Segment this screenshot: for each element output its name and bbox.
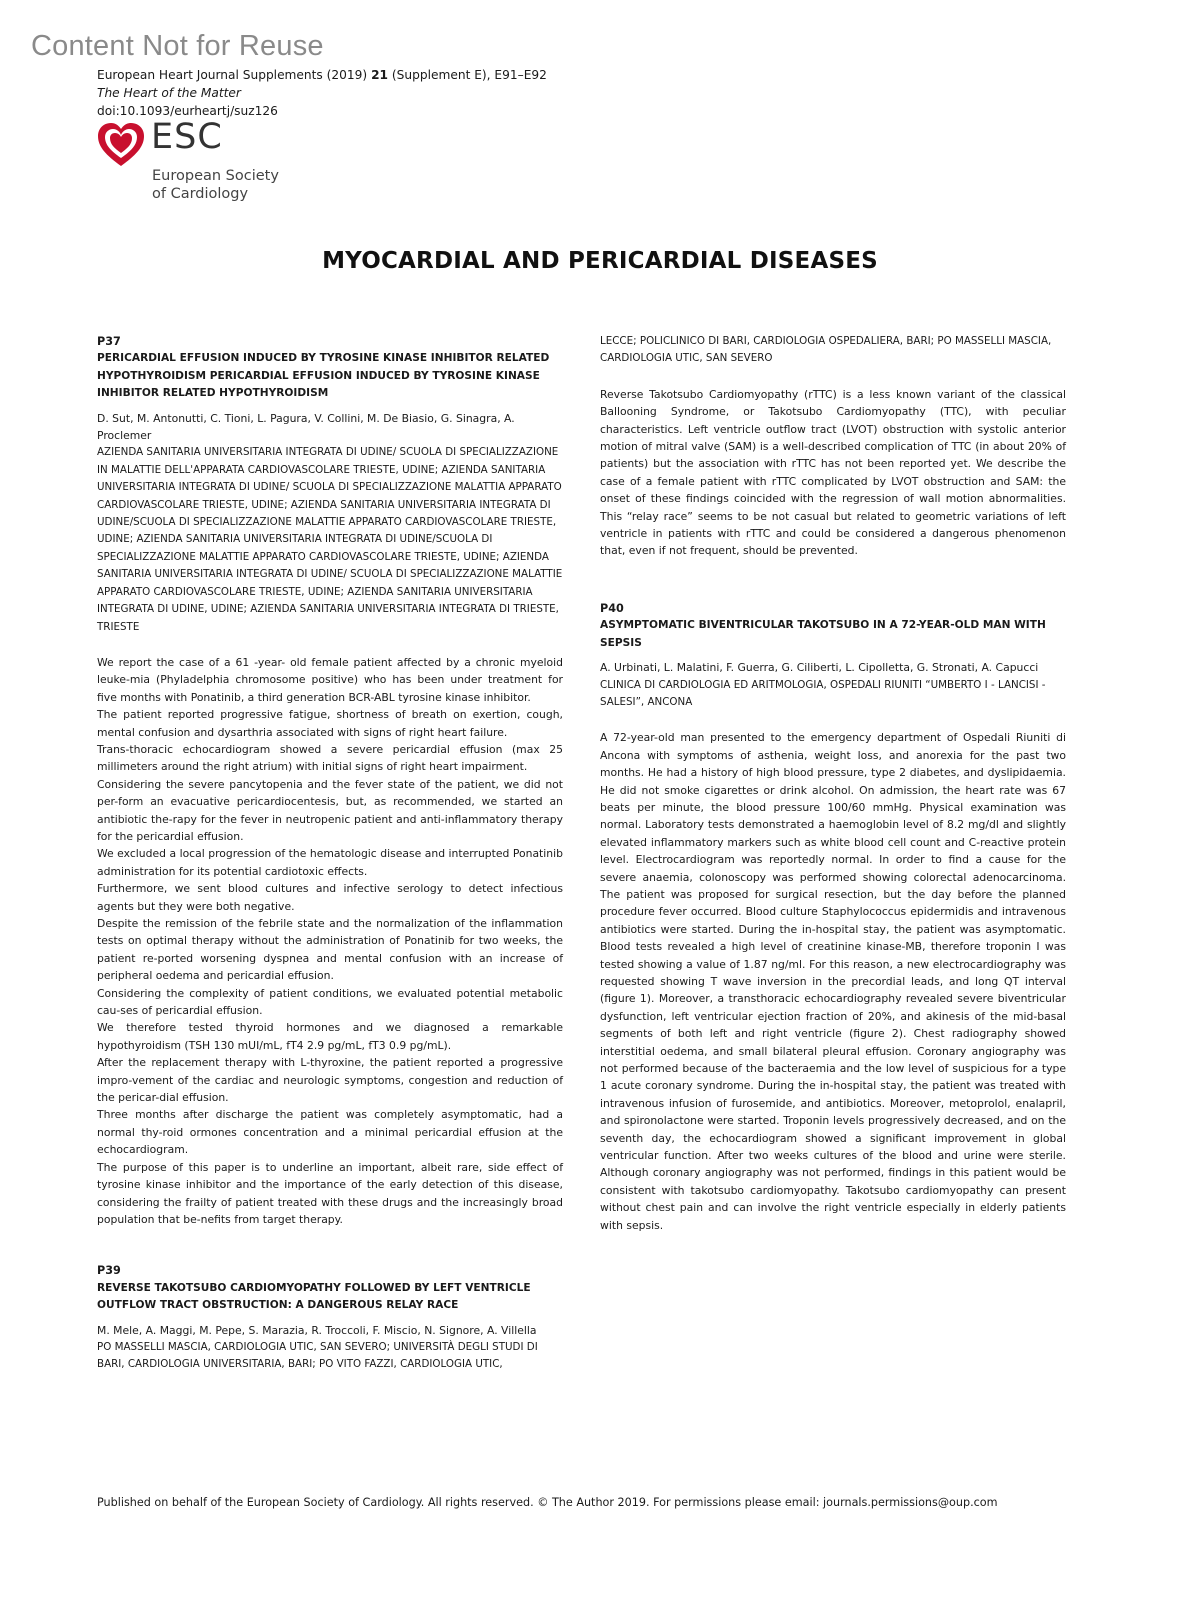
abstract-p40 [600,600,1066,1234]
section-title: MYOCARDIAL AND PERICARDIAL DISEASES [322,248,878,274]
abstract-affiliation-continued: LECCE; POLICLINICO DI BARI, CARDIOLOGIA OSPEDALIERA, BARI; PO MASSELLI MASCIA, CARDIOLOGIA UTIC, SAN SEVERO [600,335,1052,365]
journal-citation: European Heart Journal Supplements (2019) 21 (Supplement E), E91–E92 [97,68,547,82]
logo-wordmark: ESC [151,117,223,157]
abstract-authors: D. Sut, M. Antonutti, C. Tioni, L. Pagura, V. Collini, M. De Biasio, G. Sinagra, A. Proclemer [97,411,515,443]
paragraph: The patient reported progressive fatigue, shortness of breath on exertion, cough, mental confusion and dysarthria associated with signs of right heart failure. [97,708,563,739]
logo-subtitle: European Society of Cardiology [152,168,279,202]
abstract-affiliation: CLINICA DI CARDIOLOGIA ED ARITMOLOGIA, OSPEDALI RIUNITI “UMBERTO I - LANCISI - SALESI”, ANCONA [600,678,1046,708]
paragraph: After the replacement therapy with L-thyroxine, the patient reported a progressive impro-vement of the cardiac and neurologic symptoms, congestion and reduction of the pericar-dial effusion. [97,1056,563,1105]
esc-logo [96,117,336,206]
abstract-body [97,654,563,1228]
abstract-authors: A. Urbinati, L. Malatini, F. Guerra, G. Ciliberti, L. Cipolletta, G. Stronati, A. Capucci [600,661,1039,675]
abstract-title: PERICARDIAL EFFUSION INDUCED BY TYROSINE KINASE INHIBITOR RELATED HYPOTHYROIDISM PERICARDIAL EFFUSION INDUCED BY TYROSINE KINASE INHIBITOR RELATED HYPOTHYROIDISM [97,352,550,400]
abstract-p39 [97,1262,563,1373]
paragraph: Furthermore, we sent blood cultures and infective serology to detect infectious agents but they were both negative. [97,882,563,913]
paragraph: We excluded a local progression of the hematologic disease and interrupted Ponatinib administration for its potential cardiotoxic effects. [97,847,563,878]
journal-info [97,66,547,120]
abstract-id: P37 [97,335,121,348]
column-left [97,333,563,1374]
watermark: Content Not for Reuse [31,30,324,62]
abstract-authors: M. Mele, A. Maggi, M. Pepe, S. Marazia, R. Troccoli, F. Miscio, N. Signore, A. Villella [97,1323,537,1337]
heart-logo-icon [96,121,146,169]
abstract-body [600,386,1066,560]
paragraph: A 72-year-old man presented to the emergency department of Ospedali Riuniti di Ancona with symptoms of asthenia, weight loss, and anorexia for the past two months. He had a history of high blood pressure, type 2 diabetes, and dyslipidaemia. He did not smoke cigarettes or drink alcohol. On admission, the heart rate was 67 beats per minute, the blood pressure 100/60 mmHg. Physical examination was normal. Laboratory tests demonstrated a haemoglobin level of 8.2 mg/dl and slightly elevated inflammatory markers such as white blood cell count and C-reactive protein level. Electrocardiogram was reportedly normal. In order to find a cause for the severe anaemia, colonoscopy was performed showing colorectal adenocarcinoma. The patient was proposed for surgical resection, but the day before the planned procedure fever occurred. Blood culture Staphylococcus epidermidis and intravenous antibiotics were started. During the in-hospital stay, the patient was asymptomatic. Blood tests revealed a high level of creatinine kinase-MB, therefore troponin I was tested showing a value of 1.87 ng/ml. For this reason, a new electrocardiography was requested showing T wave inversion in the precordial leads, and long QT interval (figure 1). Moreover, a transthoracic echocardiography revealed severe biventricular dysfunction, left ventricular ejection fraction of 20%, and akinesis of the mid-basal segments of both left and right ventricle (figure 2). Chest radiography showed interstitial oedema, and small bilateral pleural effusion. Coronary angiography was not performed because of the bacteraemia and the low level of suspicious for a type 1 acute coronary syndrome. During the in-hospital stay, the patient was treated with intravenous infusion of furosemide, and antibiotics. Moreover, metoprolol, enalapril, and spironolactone were started. Troponin levels progressively decreased, and on the seventh day, the echocardiogram showed a significant improvement in global ventricular function. After two weeks cultures of the blood and urine were sterile. Although coronary angiography was not performed, findings in this patient would be consistent with takotsubo cardiomyopathy. Takotsubo cardiomyopathy can present without chest pain and can involve the right ventricle especially in elderly patients with sepsis. [600,731,1066,1232]
abstract-p39-continued [600,333,1066,560]
paragraph: The purpose of this paper is to underline an important, albeit rare, side effect of tyrosine kinase inhibitor and the importance of the early detection of this disease, considering the frailty of patient treated with these drugs and the increasingly broad population that be-nefits from target therapy. [97,1160,563,1226]
abstract-title: REVERSE TAKOTSUBO CARDIOMYOPATHY FOLLOWED BY LEFT VENTRICLE OUTFLOW TRACT OBSTRUCTION: A DANGEROUS RELAY RACE [97,1281,531,1312]
abstract-title: ASYMPTOMATIC BIVENTRICULAR TAKOTSUBO IN A 72-YEAR-OLD MAN WITH SEPSIS [600,619,1046,649]
paragraph: We report the case of a 61 -year- old female patient affected by a chronic myeloid leuke-mia (Phyladelphia chromosome positive) who has been under treatment for five months with Ponatinib, a third generation BCR-ABL tyrosine kinase inhibitor. [97,655,563,704]
abstract-affiliation: PO MASSELLI MASCIA, CARDIOLOGIA UTIC, SAN SEVERO; UNIVERSITÀ DEGLI STUDI DI BARI, CARDIOLOGIA UNIVERSITARIA, BARI; PO VITO FAZZI, CARDIOLOGIA UTIC, [97,1340,538,1371]
abstract-p37 [97,333,563,1228]
paragraph: Despite the remission of the febrile state and the normalization of the inflammation tests on optimal therapy without the administration of Ponatinib for two weeks, the patient re-ported worsening dyspnea and mental confusion with an increase of peripheral oedema and pericardial effusion. [97,917,563,983]
paragraph: Considering the severe pancytopenia and the fever state of the patient, we did not per-form an evacuative pericardiocentesis, but, as recommended, we started an antibiotic the-rapy for the fever in neutropenic patient and anti-inflammatory therapy for the pericardial effusion. [97,777,563,843]
paragraph: Reverse Takotsubo Cardiomyopathy (rTTC) is a less known variant of the classical Ballooning Syndrome, or Takotsubo Cardiomyopathy (TTC), with peculiar characteristics. Left ventricle outflow tract (LVOT) obstruction with systolic anterior motion of mitral valve (SAM) is a well-described complication of TTC (in about 20% of patients) but the association with rTTC has not been reported yet. We describe the case of a female patient with rTTC complicated by LVOT obstruction and SAM: the onset of these findings coincided with the regression of wall motion abnormalities. This “relay race” seems to be not casual but related to geometric variations of left ventricle in patients with rTTC and could be considered a dangerous phenomenon that, even if not frequent, should be prevented. [600,387,1066,558]
paragraph: We therefore tested thyroid hormones and we diagnosed a remarkable hypothyroidism (TSH 130 mUI/mL, fT4 2.9 pg/mL, fT3 0.9 pg/mL). [97,1021,563,1052]
journal-column: The Heart of the Matter [97,86,241,100]
abstract-id: P40 [600,601,624,615]
journal-doi[interactable]: doi:10.1093/eurheartj/suz126 [97,104,278,118]
column-right [600,333,1066,1234]
abstract-body [600,729,1066,1234]
paragraph: Trans-thoracic echocardiogram showed a severe pericardial effusion (max 25 millimeters around the right atrium) with initial signs of right heart impairment. [97,742,563,774]
abstract-id: P39 [97,1264,121,1278]
abstract-affiliation: AZIENDA SANITARIA UNIVERSITARIA INTEGRATA DI UDINE/ SCUOLA DI SPECIALIZZAZIONE IN MALATTIE DELL'APPARATA CARDIOVASCOLARE TRIESTE, UDINE; AZIENDA SANITARIA UNIVERSITARIA INTEGRATA DI UDINE/ SCUOLA DI SPECIALIZZAZIONE MALATTIA APPARATO CARDIOVASCOLARE TRIESTE, UDINE; AZIENDA SANITARIA UNIVERSITARIA INTEGRATA DI UDINE/SCUOLA DI SPECIALIZZAZIONE MALATTIE APPARATO CARDIOVASCOLARE TRIESTE, UDINE; AZIENDA SANITARIA UNIVERSITARIA INTEGRATA DI UDINE/SCUOLA DI SPECIALIZZAZIONE MALATTIE APPARATO CARDIOVASCOLARE TRIESTE, UDINE; AZIENDA SANITARIA UNIVERSITARIA INTEGRATA DI UDINE/ SCUOLA DI SPECIALIZZAZIONE MALATTIE APPARATO CARDIOVASCOLARE TRIESTE, UDINE; AZIENDA SANITARIA UNIVERSITARIA INTEGRATA DI UDINE, UDINE; AZIENDA SANITARIA UNIVERSITARIA INTEGRATA DI TRIESTE, TRIESTE [97,446,563,633]
paragraph: Considering the complexity of patient conditions, we evaluated potential metabolic cau-ses of pericardial effusion. [97,986,563,1018]
footer-copyright: Published on behalf of the European Society of Cardiology. All rights reserved. © The Author 2019. For permissions please email: journals.permissions@oup.com [97,1496,998,1509]
paragraph: Three months after discharge the patient was completely asymptomatic, had a normal thy-roid ormones concentration and a minimal pericardial effusion at the echocardiogram. [97,1108,563,1157]
